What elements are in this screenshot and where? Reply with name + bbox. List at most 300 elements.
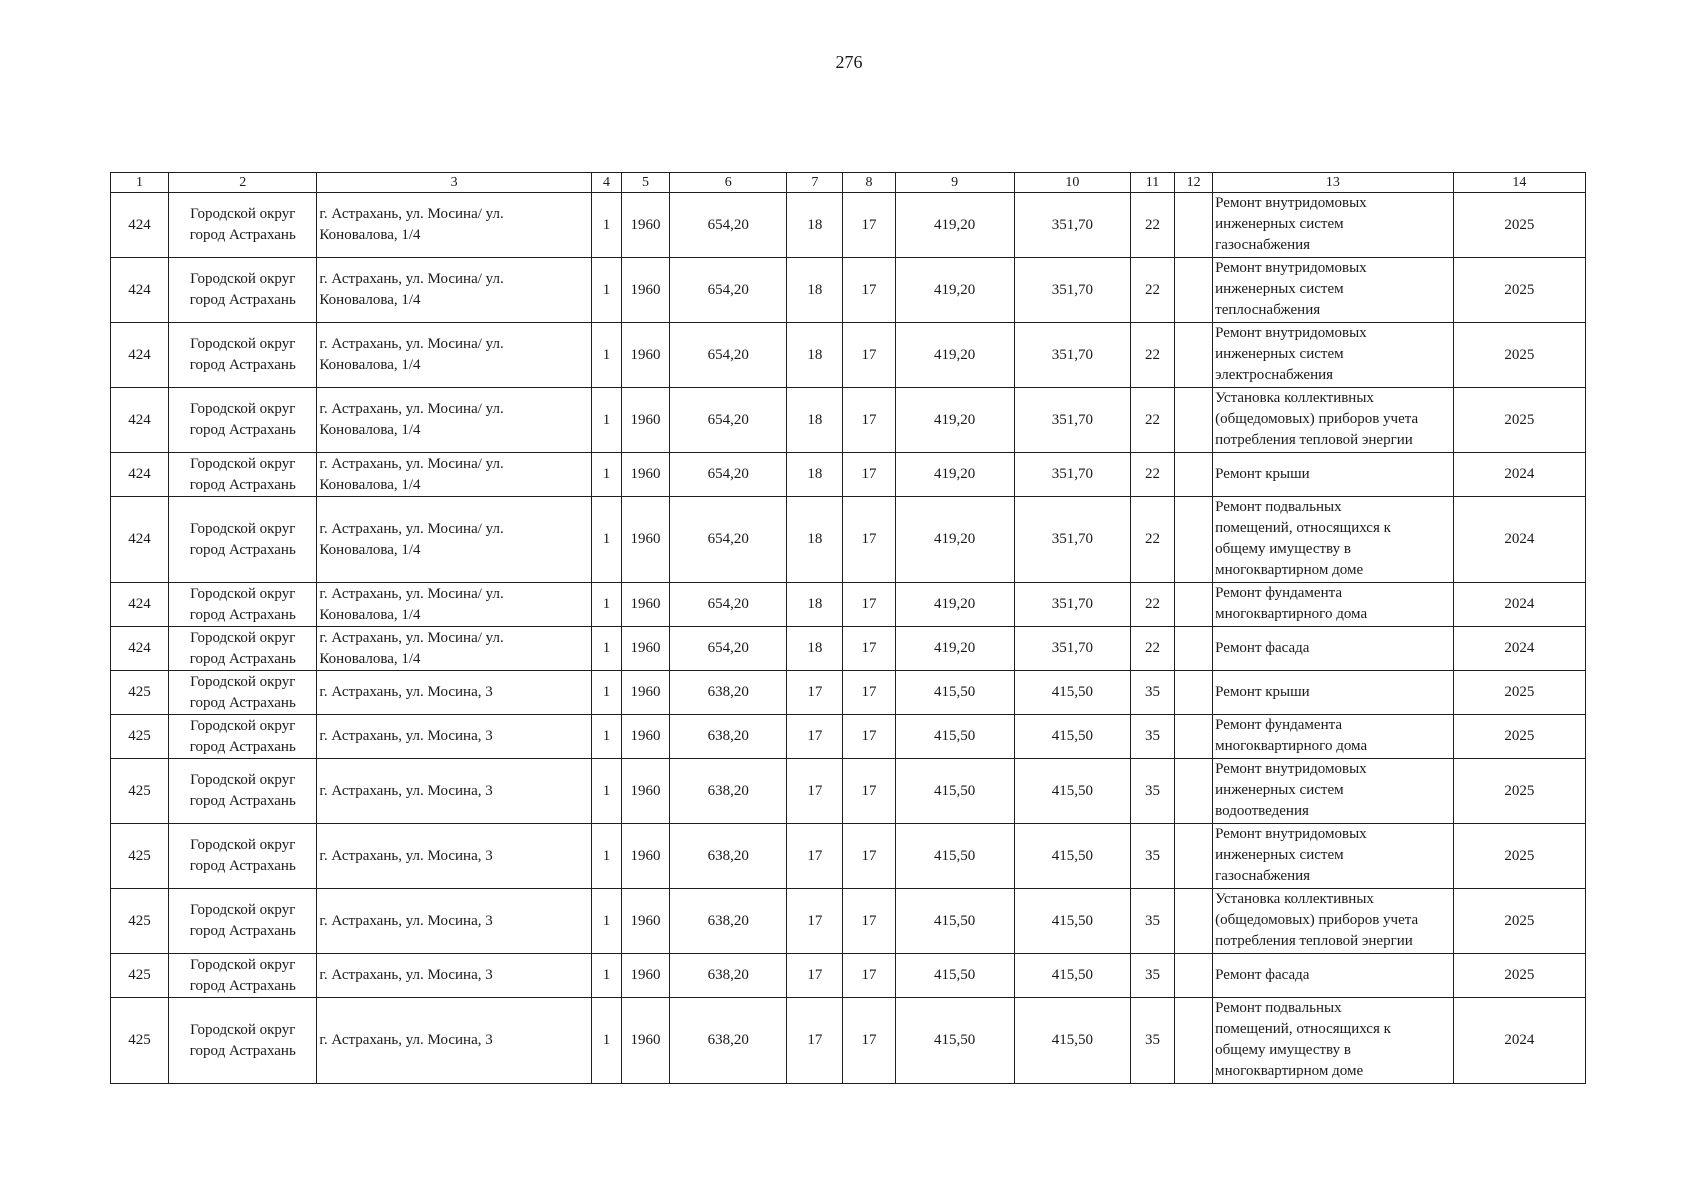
table-row [111, 453, 1586, 497]
work-type-line: потребления тепловой энергии [1215, 933, 1413, 949]
house-number-cell: 424 [111, 497, 169, 583]
year-cell: 2025 [1453, 715, 1585, 759]
work-type-line: Установка коллективных [1215, 891, 1374, 907]
municipality-line: город Астрахань [189, 858, 296, 874]
municipality-line: город Астрахань [189, 923, 296, 939]
value-cell-12 [1175, 998, 1213, 1084]
column-header: 5 [622, 173, 670, 193]
address-line: г. Астрахань, ул. Мосина/ ул. [319, 271, 504, 287]
house-number-cell: 424 [111, 323, 169, 388]
work-type-line: (общедомовых) приборов учета [1215, 411, 1419, 427]
value-cell-7: 17 [787, 998, 843, 1084]
value-cell-10: 415,50 [1014, 671, 1130, 715]
value-cell-6: 654,20 [670, 497, 787, 583]
column-header: 12 [1175, 173, 1213, 193]
value-cell-5: 1960 [622, 889, 670, 954]
value-cell-7: 18 [787, 583, 843, 627]
house-number-cell: 424 [111, 583, 169, 627]
value-cell-11: 35 [1131, 998, 1175, 1084]
address-line: г. Астрахань, ул. Мосина/ ул. [319, 585, 504, 602]
value-cell-8: 17 [843, 824, 895, 889]
year-cell: 2025 [1453, 258, 1585, 323]
address-cell [317, 497, 592, 583]
work-type-line: Ремонт внутридомовых [1215, 325, 1367, 341]
value-cell-5: 1960 [622, 824, 670, 889]
municipality-line: город Астрахань [189, 793, 296, 809]
value-cell-12 [1175, 583, 1213, 627]
value-cell-7: 17 [787, 715, 843, 759]
value-cell-7: 18 [787, 627, 843, 671]
value-cell-6: 638,20 [670, 889, 787, 954]
address-line: Коновалова, 1/4 [319, 650, 421, 667]
address-cell [317, 323, 592, 388]
work-type-line: помещений, относящихся к [1215, 520, 1391, 536]
value-cell-12 [1175, 671, 1213, 715]
value-cell-10: 351,70 [1014, 497, 1130, 583]
value-cell-8: 17 [843, 889, 895, 954]
year-cell: 2025 [1453, 954, 1585, 998]
value-cell-8: 17 [843, 453, 895, 497]
value-cell-5: 1960 [622, 715, 670, 759]
value-cell-8: 17 [843, 497, 895, 583]
column-header: 4 [591, 173, 621, 193]
address-cell [317, 193, 592, 258]
value-cell-8: 17 [843, 954, 895, 998]
value-cell-11: 22 [1131, 258, 1175, 323]
value-cell-6: 654,20 [670, 453, 787, 497]
value-cell-8: 17 [843, 583, 895, 627]
address-line: г. Астрахань, ул. Мосина/ ул. [319, 520, 504, 537]
value-cell-12 [1175, 453, 1213, 497]
municipality-line: Городской округ [190, 772, 296, 788]
value-cell-10: 351,70 [1014, 627, 1130, 671]
municipality-line: Городской округ [190, 271, 296, 287]
value-cell-12 [1175, 193, 1213, 258]
value-cell-11: 35 [1131, 824, 1175, 889]
municipality-line: Городской округ [190, 956, 296, 973]
value-cell-9: 415,50 [895, 671, 1014, 715]
value-cell-10: 415,50 [1014, 998, 1130, 1084]
value-cell-10: 351,70 [1014, 583, 1130, 627]
address-line: г. Астрахань, ул. Мосина, 3 [319, 782, 493, 799]
value-cell-5: 1960 [622, 323, 670, 388]
value-cell-10: 351,70 [1014, 258, 1130, 323]
work-type-line: Ремонт внутридомовых [1215, 826, 1367, 842]
value-cell-5: 1960 [622, 258, 670, 323]
value-cell-9: 419,20 [895, 258, 1014, 323]
value-cell-8: 17 [843, 193, 895, 258]
value-cell-6: 638,20 [670, 759, 787, 824]
work-type-cell [1213, 998, 1453, 1084]
address-cell [317, 671, 592, 715]
value-cell-12 [1175, 497, 1213, 583]
address-line: Коновалова, 1/4 [319, 292, 421, 308]
column-header: 3 [317, 173, 592, 193]
value-cell-12 [1175, 889, 1213, 954]
value-cell-8: 17 [843, 671, 895, 715]
capital-repair-table [110, 172, 1586, 1084]
value-cell-9: 415,50 [895, 715, 1014, 759]
work-type-cell [1213, 824, 1453, 889]
municipality-cell [169, 497, 317, 583]
value-cell-4: 1 [591, 954, 621, 998]
value-cell-4: 1 [591, 453, 621, 497]
value-cell-8: 17 [843, 627, 895, 671]
value-cell-7: 18 [787, 497, 843, 583]
municipality-cell [169, 323, 317, 388]
value-cell-9: 415,50 [895, 998, 1014, 1084]
value-cell-10: 351,70 [1014, 388, 1130, 453]
value-cell-9: 419,20 [895, 193, 1014, 258]
value-cell-10: 351,70 [1014, 453, 1130, 497]
address-line: Коновалова, 1/4 [319, 606, 421, 623]
address-cell [317, 258, 592, 323]
work-type-line: теплоснабжения [1215, 302, 1321, 318]
year-cell: 2024 [1453, 627, 1585, 671]
value-cell-6: 638,20 [670, 824, 787, 889]
work-type-line: многоквартирного дома [1215, 606, 1368, 622]
value-cell-6: 654,20 [670, 193, 787, 258]
address-line: Коновалова, 1/4 [319, 422, 421, 438]
value-cell-12 [1175, 759, 1213, 824]
year-cell: 2025 [1453, 388, 1585, 453]
value-cell-11: 35 [1131, 715, 1175, 759]
address-line: г. Астрахань, ул. Мосина, 3 [319, 912, 493, 929]
address-line: Коновалова, 1/4 [319, 357, 421, 373]
municipality-cell [169, 824, 317, 889]
municipality-line: город Астрахань [189, 1042, 296, 1059]
table-row [111, 497, 1586, 583]
work-type-cell [1213, 759, 1453, 824]
value-cell-5: 1960 [622, 497, 670, 583]
house-number-cell: 424 [111, 258, 169, 323]
table-row [111, 889, 1586, 954]
value-cell-11: 35 [1131, 954, 1175, 998]
work-type-line: инженерных систем [1215, 782, 1344, 798]
table-row [111, 759, 1586, 824]
value-cell-4: 1 [591, 715, 621, 759]
year-cell: 2025 [1453, 323, 1585, 388]
municipality-cell [169, 583, 317, 627]
work-type-cell [1213, 954, 1453, 998]
column-header: 9 [895, 173, 1014, 193]
column-header: 7 [787, 173, 843, 193]
house-number-cell: 424 [111, 193, 169, 258]
address-line: г. Астрахань, ул. Мосина, 3 [319, 684, 493, 700]
value-cell-5: 1960 [622, 193, 670, 258]
value-cell-10: 415,50 [1014, 954, 1130, 998]
municipality-line: Городской округ [190, 401, 296, 417]
year-cell: 2024 [1453, 998, 1585, 1084]
year-cell: 2025 [1453, 193, 1585, 258]
value-cell-9: 415,50 [895, 954, 1014, 998]
house-number-cell: 425 [111, 715, 169, 759]
table-row [111, 193, 1586, 258]
table-row [111, 954, 1586, 998]
address-cell [317, 759, 592, 824]
year-cell: 2024 [1453, 453, 1585, 497]
value-cell-6: 654,20 [670, 258, 787, 323]
column-header: 13 [1213, 173, 1453, 193]
value-cell-7: 17 [787, 671, 843, 715]
value-cell-6: 654,20 [670, 323, 787, 388]
municipality-cell [169, 258, 317, 323]
table-row [111, 715, 1586, 759]
value-cell-6: 638,20 [670, 998, 787, 1084]
table-row [111, 323, 1586, 388]
municipality-cell [169, 453, 317, 497]
address-line: г. Астрахань, ул. Мосина, 3 [319, 967, 493, 983]
municipality-cell [169, 193, 317, 258]
municipality-line: Городской округ [190, 585, 296, 602]
column-header: 1 [111, 173, 169, 193]
address-line: г. Астрахань, ул. Мосина, 3 [319, 728, 493, 744]
house-number-cell: 425 [111, 954, 169, 998]
work-type-cell [1213, 258, 1453, 323]
column-header: 8 [843, 173, 895, 193]
municipality-cell [169, 671, 317, 715]
value-cell-10: 351,70 [1014, 323, 1130, 388]
work-type-cell [1213, 497, 1453, 583]
work-type-line: Ремонт фундамента [1215, 585, 1343, 601]
work-type-line: общему имуществу в [1215, 1042, 1351, 1058]
value-cell-11: 22 [1131, 388, 1175, 453]
work-type-cell [1213, 453, 1453, 497]
house-number-cell: 424 [111, 388, 169, 453]
table-row [111, 627, 1586, 671]
work-type-line: помещений, относящихся к [1215, 1021, 1391, 1037]
work-type-cell [1213, 323, 1453, 388]
house-number-cell: 424 [111, 453, 169, 497]
work-type-line: (общедомовых) приборов учета [1215, 912, 1419, 928]
value-cell-11: 35 [1131, 889, 1175, 954]
value-cell-7: 18 [787, 453, 843, 497]
table-row [111, 583, 1586, 627]
year-cell: 2025 [1453, 824, 1585, 889]
value-cell-6: 638,20 [670, 954, 787, 998]
work-type-line: Ремонт фундамента [1215, 717, 1343, 733]
work-type-line: водоотведения [1215, 803, 1309, 819]
value-cell-11: 35 [1131, 671, 1175, 715]
municipality-line: Городской округ [190, 629, 296, 646]
house-number-cell: 425 [111, 824, 169, 889]
work-type-line: инженерных систем [1215, 281, 1344, 297]
work-type-line: газоснабжения [1215, 868, 1311, 884]
value-cell-4: 1 [591, 497, 621, 583]
work-type-line: газоснабжения [1215, 237, 1311, 253]
value-cell-7: 18 [787, 388, 843, 453]
work-type-line: Установка коллективных [1215, 390, 1374, 406]
value-cell-11: 22 [1131, 323, 1175, 388]
value-cell-11: 35 [1131, 759, 1175, 824]
value-cell-4: 1 [591, 824, 621, 889]
municipality-cell [169, 998, 317, 1084]
work-type-cell [1213, 193, 1453, 258]
address-cell [317, 998, 592, 1084]
work-type-line: Ремонт подвальных [1215, 499, 1342, 515]
value-cell-7: 18 [787, 323, 843, 388]
value-cell-6: 654,20 [670, 388, 787, 453]
value-cell-12 [1175, 258, 1213, 323]
municipality-cell [169, 889, 317, 954]
table-body [111, 173, 1586, 1084]
municipality-line: город Астрахань [189, 650, 296, 667]
table-row [111, 258, 1586, 323]
value-cell-11: 22 [1131, 497, 1175, 583]
value-cell-5: 1960 [622, 583, 670, 627]
value-cell-7: 17 [787, 889, 843, 954]
value-cell-12 [1175, 954, 1213, 998]
municipality-line: город Астрахань [189, 606, 296, 623]
municipality-line: город Астрахань [189, 476, 296, 493]
municipality-line: Городской округ [190, 837, 296, 853]
table-row [111, 998, 1586, 1084]
work-type-cell [1213, 671, 1453, 715]
value-cell-11: 22 [1131, 193, 1175, 258]
work-type-line: Ремонт внутридомовых [1215, 195, 1367, 211]
house-number-cell: 425 [111, 889, 169, 954]
value-cell-8: 17 [843, 998, 895, 1084]
municipality-line: Городской округ [190, 717, 296, 734]
value-cell-4: 1 [591, 193, 621, 258]
value-cell-9: 415,50 [895, 759, 1014, 824]
house-number-cell: 425 [111, 759, 169, 824]
work-type-line: электроснабжения [1215, 367, 1334, 383]
address-cell [317, 954, 592, 998]
work-type-line: инженерных систем [1215, 847, 1344, 863]
municipality-line: город Астрахань [189, 738, 296, 755]
work-type-cell [1213, 583, 1453, 627]
municipality-line: Городской округ [190, 1021, 296, 1038]
value-cell-9: 419,20 [895, 583, 1014, 627]
address-line: Коновалова, 1/4 [319, 476, 421, 493]
address-cell [317, 715, 592, 759]
page-number: 276 [835, 52, 863, 72]
value-cell-6: 654,20 [670, 583, 787, 627]
value-cell-9: 419,20 [895, 323, 1014, 388]
value-cell-5: 1960 [622, 627, 670, 671]
address-cell [317, 388, 592, 453]
house-number-cell: 424 [111, 627, 169, 671]
value-cell-9: 419,20 [895, 627, 1014, 671]
value-cell-9: 419,20 [895, 453, 1014, 497]
value-cell-10: 351,70 [1014, 193, 1130, 258]
value-cell-9: 415,50 [895, 889, 1014, 954]
work-type-line: общему имуществу в [1215, 541, 1351, 557]
work-type-line: многоквартирного дома [1215, 738, 1368, 754]
value-cell-6: 638,20 [670, 671, 787, 715]
value-cell-10: 415,50 [1014, 759, 1130, 824]
value-cell-4: 1 [591, 258, 621, 323]
year-cell: 2024 [1453, 583, 1585, 627]
value-cell-11: 22 [1131, 627, 1175, 671]
value-cell-9: 415,50 [895, 824, 1014, 889]
year-cell: 2025 [1453, 759, 1585, 824]
address-line: Коновалова, 1/4 [319, 227, 421, 243]
value-cell-12 [1175, 323, 1213, 388]
address-line: г. Астрахань, ул. Мосина/ ул. [319, 629, 504, 646]
value-cell-7: 18 [787, 258, 843, 323]
address-cell [317, 627, 592, 671]
municipality-cell [169, 388, 317, 453]
work-type-cell [1213, 627, 1453, 671]
value-cell-5: 1960 [622, 954, 670, 998]
value-cell-7: 17 [787, 759, 843, 824]
value-cell-12 [1175, 824, 1213, 889]
municipality-cell [169, 759, 317, 824]
municipality-line: город Астрахань [189, 292, 296, 308]
work-type-line: многоквартирном доме [1215, 1063, 1364, 1079]
value-cell-4: 1 [591, 998, 621, 1084]
address-line: г. Астрахань, ул. Мосина/ ул. [319, 206, 504, 222]
municipality-cell [169, 627, 317, 671]
value-cell-12 [1175, 388, 1213, 453]
value-cell-7: 17 [787, 824, 843, 889]
work-type-cell [1213, 889, 1453, 954]
column-header: 14 [1453, 173, 1585, 193]
value-cell-12 [1175, 715, 1213, 759]
value-cell-8: 17 [843, 715, 895, 759]
table-row [111, 824, 1586, 889]
work-type-line: Ремонт подвальных [1215, 1000, 1342, 1016]
value-cell-4: 1 [591, 889, 621, 954]
column-number-header-row [111, 173, 1586, 193]
municipality-line: город Астрахань [189, 694, 296, 711]
address-line: г. Астрахань, ул. Мосина, 3 [319, 847, 493, 864]
work-type-cell [1213, 715, 1453, 759]
value-cell-8: 17 [843, 323, 895, 388]
work-type-line: Ремонт крыши [1215, 466, 1310, 482]
municipality-line: Городской округ [190, 520, 296, 537]
value-cell-11: 22 [1131, 583, 1175, 627]
value-cell-5: 1960 [622, 453, 670, 497]
address-line: г. Астрахань, ул. Мосина/ ул. [319, 336, 504, 352]
value-cell-4: 1 [591, 388, 621, 453]
value-cell-8: 17 [843, 258, 895, 323]
municipality-line: Городской округ [190, 206, 296, 222]
year-cell: 2025 [1453, 889, 1585, 954]
value-cell-5: 1960 [622, 388, 670, 453]
work-type-line: Ремонт фасада [1215, 640, 1310, 656]
value-cell-5: 1960 [622, 671, 670, 715]
work-type-line: инженерных систем [1215, 216, 1344, 232]
work-type-line: потребления тепловой энергии [1215, 432, 1413, 448]
year-cell: 2025 [1453, 671, 1585, 715]
municipality-line: город Астрахань [189, 227, 296, 243]
value-cell-9: 419,20 [895, 388, 1014, 453]
value-cell-8: 17 [843, 759, 895, 824]
address-cell [317, 583, 592, 627]
work-type-line: Ремонт внутридомовых [1215, 761, 1367, 777]
municipality-line: город Астрахань [189, 422, 296, 438]
table-row [111, 671, 1586, 715]
value-cell-10: 415,50 [1014, 824, 1130, 889]
address-line: г. Астрахань, ул. Мосина/ ул. [319, 455, 504, 472]
table-row [111, 388, 1586, 453]
value-cell-7: 17 [787, 954, 843, 998]
column-header: 11 [1131, 173, 1175, 193]
value-cell-10: 415,50 [1014, 889, 1130, 954]
work-type-line: Ремонт внутридомовых [1215, 260, 1367, 276]
house-number-cell: 425 [111, 671, 169, 715]
municipality-cell [169, 954, 317, 998]
work-type-line: инженерных систем [1215, 346, 1344, 362]
municipality-line: город Астрахань [189, 357, 296, 373]
municipality-cell [169, 715, 317, 759]
address-cell [317, 889, 592, 954]
value-cell-8: 17 [843, 388, 895, 453]
value-cell-5: 1960 [622, 998, 670, 1084]
